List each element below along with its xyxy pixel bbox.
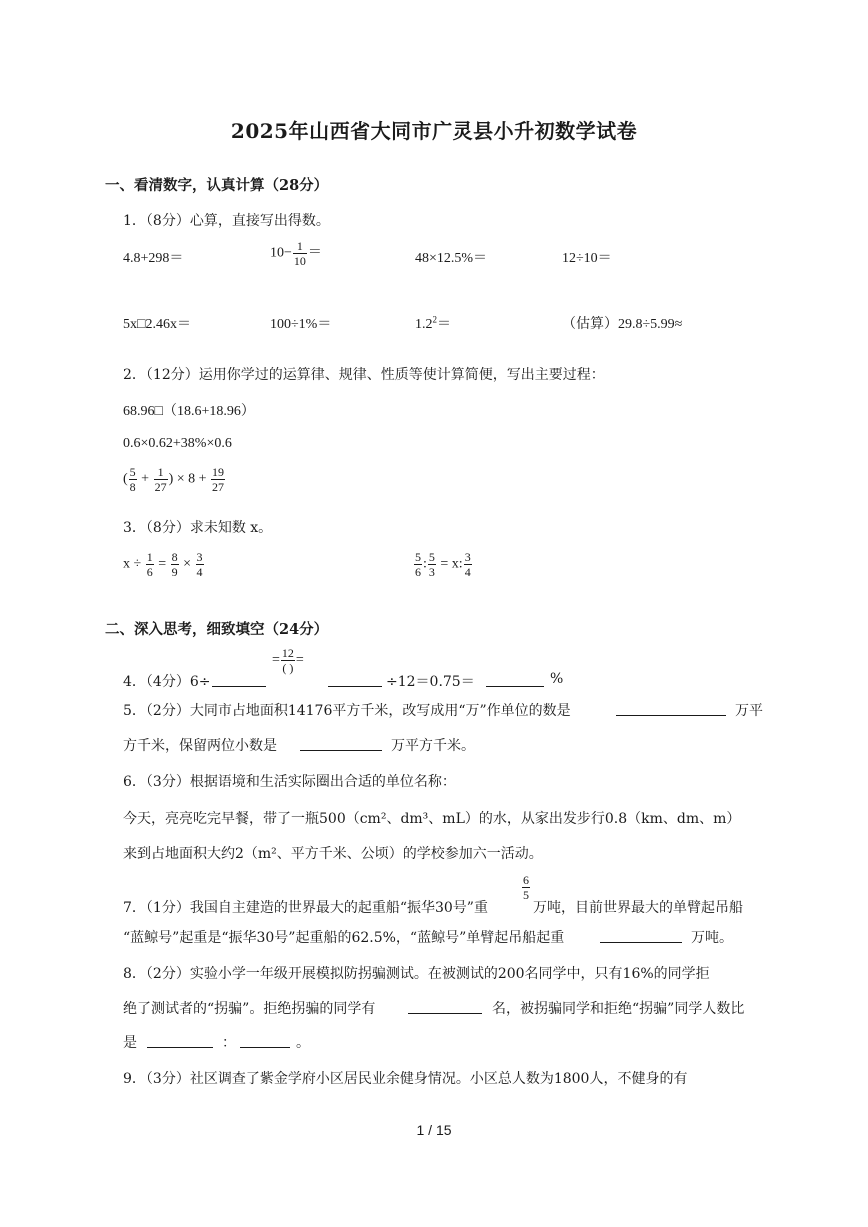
exponent: 2 bbox=[432, 314, 437, 325]
q4-post: % bbox=[550, 671, 564, 687]
eq-pre: x ÷ bbox=[123, 556, 142, 572]
q1-item-7 bbox=[415, 313, 451, 333]
q6-line-1: 6．（3分）根据语境和生活实际圈出合适的单位名称： bbox=[123, 774, 456, 790]
denominator: 10 bbox=[293, 254, 306, 268]
q4-mid: ÷12＝0.75＝ bbox=[386, 674, 475, 690]
q4-frac-pre: = bbox=[272, 652, 280, 668]
q2-expr-1: 68.96□（18.6+18.96） bbox=[123, 404, 255, 419]
numerator: 5 bbox=[428, 550, 435, 564]
q1-item-2 bbox=[270, 239, 322, 268]
fraction bbox=[281, 646, 295, 675]
q3-stem: 3．（8分）求未知数 x。 bbox=[123, 520, 273, 536]
denominator: 27 bbox=[154, 480, 167, 494]
q2-stem: 2．（12分）运用你学过的运算律、规律、性质等使计算简便，写出主要过程： bbox=[123, 367, 605, 383]
fraction bbox=[293, 239, 307, 268]
equals-sign: = bbox=[158, 556, 167, 572]
q6-line-2: 今天，亮亮吃完早餐，带了一瓶500（cm²、dm³、mL）的水，从家出发步行0.8（km、dm、m） bbox=[123, 811, 741, 827]
section-1-heading: 一、看清数字，认真计算（28分） bbox=[105, 177, 329, 194]
q3-equation-2 bbox=[413, 550, 473, 579]
q2-expr-3 bbox=[123, 465, 226, 494]
q1-item-7-post: ＝ bbox=[437, 317, 451, 332]
numerator: 12 bbox=[281, 646, 294, 660]
denominator: 4 bbox=[196, 565, 203, 579]
q7-line-2: “蓝鲸号”起重是“振华30号”起重船的62.5%，“蓝鲸号”单臂起吊船起重 bbox=[123, 930, 565, 946]
denominator: 6 bbox=[415, 565, 421, 579]
q1-item-5: 5x□2.46x＝ bbox=[123, 317, 191, 332]
q8-blank-3[interactable] bbox=[240, 1032, 290, 1048]
q8-blank-1[interactable] bbox=[408, 998, 482, 1014]
q1-item-2-pre: 10− bbox=[270, 245, 292, 261]
fraction bbox=[171, 550, 179, 579]
denominator: ( ) bbox=[282, 661, 294, 675]
q1-item-1: 4.8+298＝ bbox=[123, 251, 184, 266]
q5-line-1: 5．（2分）大同市占地面积14176平方千米，改写成用“万”作单位的数是 bbox=[123, 703, 571, 719]
q8-line-3-pre: 是 bbox=[123, 1035, 137, 1051]
q8-line-1: 8．（2分）实验小学一年级开展模拟防拐骗测试。在被测试的200名同学中，只有16%的同学拒 bbox=[123, 966, 710, 982]
q8-ratio-colon: ： bbox=[222, 1035, 236, 1051]
section-2-heading: 二、深入思考，细致填空（24分） bbox=[105, 621, 329, 638]
q1-item-8: （估算）29.8÷5.99≈ bbox=[562, 317, 683, 332]
numerator: 1 bbox=[154, 465, 168, 480]
fraction bbox=[146, 550, 154, 579]
q7-line-2-end: 万吨。 bbox=[691, 930, 733, 946]
q4-blank-2[interactable] bbox=[328, 671, 382, 687]
numerator: 6 bbox=[523, 873, 529, 887]
q4-blank-3[interactable] bbox=[486, 671, 544, 687]
denominator: 8 bbox=[129, 480, 136, 494]
q8-line-2: 绝了测试者的“拐骗”。拒绝拐骗的同学有 bbox=[123, 1001, 376, 1017]
q8-line-3-end: 。 bbox=[296, 1035, 310, 1051]
denominator: 9 bbox=[171, 565, 178, 579]
q7-fraction bbox=[521, 873, 531, 902]
q5-line-2: 方千米，保留两位小数是 bbox=[123, 738, 277, 754]
numerator: 3 bbox=[196, 550, 203, 564]
q4-pre: 4．（4分）6÷ bbox=[123, 674, 211, 690]
q7-line-1-pre: 7．（1分）我国自主建造的世界最大的起重船“振华30号”重 bbox=[123, 900, 488, 916]
expr-middle: ) × 8 + bbox=[168, 471, 207, 487]
fraction bbox=[211, 465, 225, 494]
q4-fraction bbox=[272, 646, 304, 675]
q7-line-1-post: 万吨，目前世界最大的单臂起吊船 bbox=[533, 900, 743, 916]
q4-frac-post: = bbox=[295, 652, 304, 668]
q9-line-1: 9．（3分）社区调查了紫金学府小区居民业余健身情况。小区总人数为1800人，不健身的有 bbox=[123, 1071, 688, 1087]
numerator: 1 bbox=[146, 550, 153, 564]
fraction bbox=[154, 465, 168, 494]
denominator: 6 bbox=[146, 565, 153, 579]
q7-blank[interactable] bbox=[600, 927, 682, 943]
denominator: 3 bbox=[428, 565, 435, 579]
q5-blank-1[interactable] bbox=[616, 700, 726, 716]
q2-expr-2: 0.6×0.62+38%×0.6 bbox=[123, 436, 232, 451]
numerator: 5 bbox=[415, 550, 421, 564]
q5-line-1-end: 万平 bbox=[735, 703, 763, 719]
numerator: 19 bbox=[212, 465, 225, 479]
q8-line-2-mid: 名，被拐骗同学和拒绝“拐骗”同学人数比 bbox=[492, 1001, 745, 1017]
colon: : bbox=[423, 556, 427, 572]
fraction bbox=[522, 873, 530, 902]
fraction bbox=[414, 550, 422, 579]
eq-mid: = x: bbox=[440, 556, 463, 572]
denominator: 5 bbox=[523, 888, 529, 902]
q1-item-4: 12÷10＝ bbox=[562, 251, 612, 266]
paren-open: ( bbox=[123, 471, 128, 487]
fraction bbox=[428, 550, 436, 579]
q4-blank-1[interactable] bbox=[212, 671, 266, 687]
fraction bbox=[129, 465, 137, 494]
plus-sign: + bbox=[141, 471, 150, 487]
fraction bbox=[464, 550, 472, 579]
q1-item-3: 48×12.5%＝ bbox=[415, 251, 488, 266]
denominator: 27 bbox=[212, 480, 225, 494]
q8-blank-2[interactable] bbox=[147, 1032, 213, 1048]
numerator: 8 bbox=[171, 550, 178, 564]
denominator: 4 bbox=[464, 565, 471, 579]
page-number: 1 / 15 bbox=[416, 1122, 452, 1138]
q1-item-6: 100÷1%＝ bbox=[270, 317, 332, 332]
fraction bbox=[196, 550, 204, 579]
q1-item-2-post: ＝ bbox=[307, 245, 322, 261]
numerator: 5 bbox=[129, 465, 136, 479]
numerator: 1 bbox=[293, 239, 307, 254]
q3-equation-1 bbox=[123, 550, 205, 579]
q5-line-2-end: 万平方千米。 bbox=[391, 738, 475, 754]
q1-item-7-base: 1.2 bbox=[415, 317, 433, 332]
q1-stem: 1．（8分）心算，直接写出得数。 bbox=[123, 213, 330, 229]
q5-blank-2[interactable] bbox=[300, 735, 382, 751]
q6-line-3: 来到占地面积大约2（m²、平方千米、公顷）的学校参加六一活动。 bbox=[123, 846, 543, 862]
numerator: 3 bbox=[464, 550, 471, 564]
page-title: 2025年山西省大同市广灵县小升初数学试卷 bbox=[230, 119, 638, 143]
times-sign: × bbox=[183, 556, 191, 572]
